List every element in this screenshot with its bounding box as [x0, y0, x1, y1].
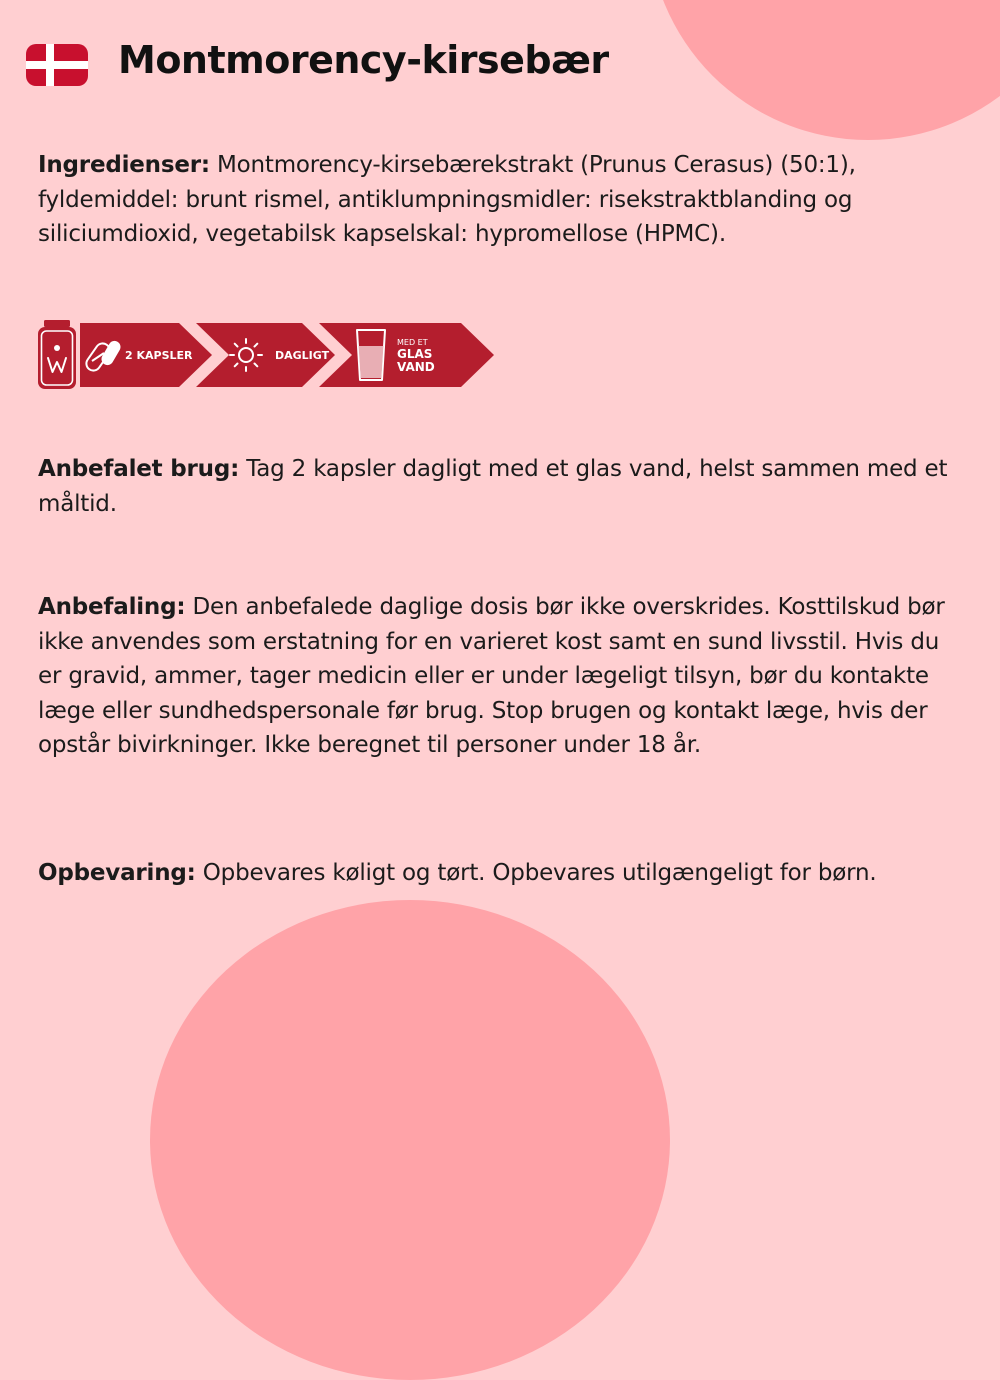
- step-glass-label-line1: GLAS: [397, 347, 433, 361]
- storage-section: [38, 856, 958, 891]
- step-glass-label-line2: VAND: [397, 360, 435, 374]
- step-daily-label: DAGLIGT: [275, 349, 330, 362]
- usage-section: [38, 452, 958, 521]
- denmark-flag-icon: [26, 44, 88, 86]
- storage-text: Opbevares køligt og tørt. Opbevares utilgængeligt for børn.: [202, 860, 877, 886]
- decorative-circle-top: [648, 0, 1000, 140]
- usage-text: Tag 2 kapsler dagligt med et glas vand, helst sammen med et måltid.: [38, 456, 948, 517]
- step-glass-label-small: MED ET: [397, 338, 428, 347]
- warning-section: [38, 590, 958, 763]
- storage-label: Opbevaring:: [38, 860, 196, 886]
- warning-label: Anbefaling:: [38, 594, 186, 620]
- step-capsules-label: 2 KAPSLER: [125, 349, 193, 362]
- usage-label: Anbefalet brug:: [38, 456, 240, 482]
- ingredients-label: Ingredienser:: [38, 152, 210, 178]
- page-title: Montmorency-kirsebær: [118, 38, 609, 82]
- ingredients-section: [38, 148, 958, 252]
- dosage-steps-banner: [36, 318, 496, 390]
- warning-text: Den anbefalede daglige dosis bør ikke overskrides. Kosttilskud bør ikke anvendes som erstatning for en varieret kost samt en sund livsstil. Hvis du er gravid, ammer, tager medicin eller er under lægeligt tilsyn, bør du kontakte læge eller sundhedspersonale før brug. Stop brugen og kontakt læge, hvis der opstår bivirkninger. Ikke beregnet til personer under 18 år.: [38, 594, 945, 758]
- ingredients-text: Montmorency-kirsebærekstrakt (Prunus Cerasus) (50:1), fyldemiddel: brunt rismel, antiklumpningsmidler: risekstraktblanding og siliciumdioxid, vegetabilsk kapselskal: hypromellose (HPMC).: [38, 152, 856, 247]
- supplement-jar-icon: [38, 320, 76, 389]
- decorative-circle-bottom: [150, 900, 670, 1380]
